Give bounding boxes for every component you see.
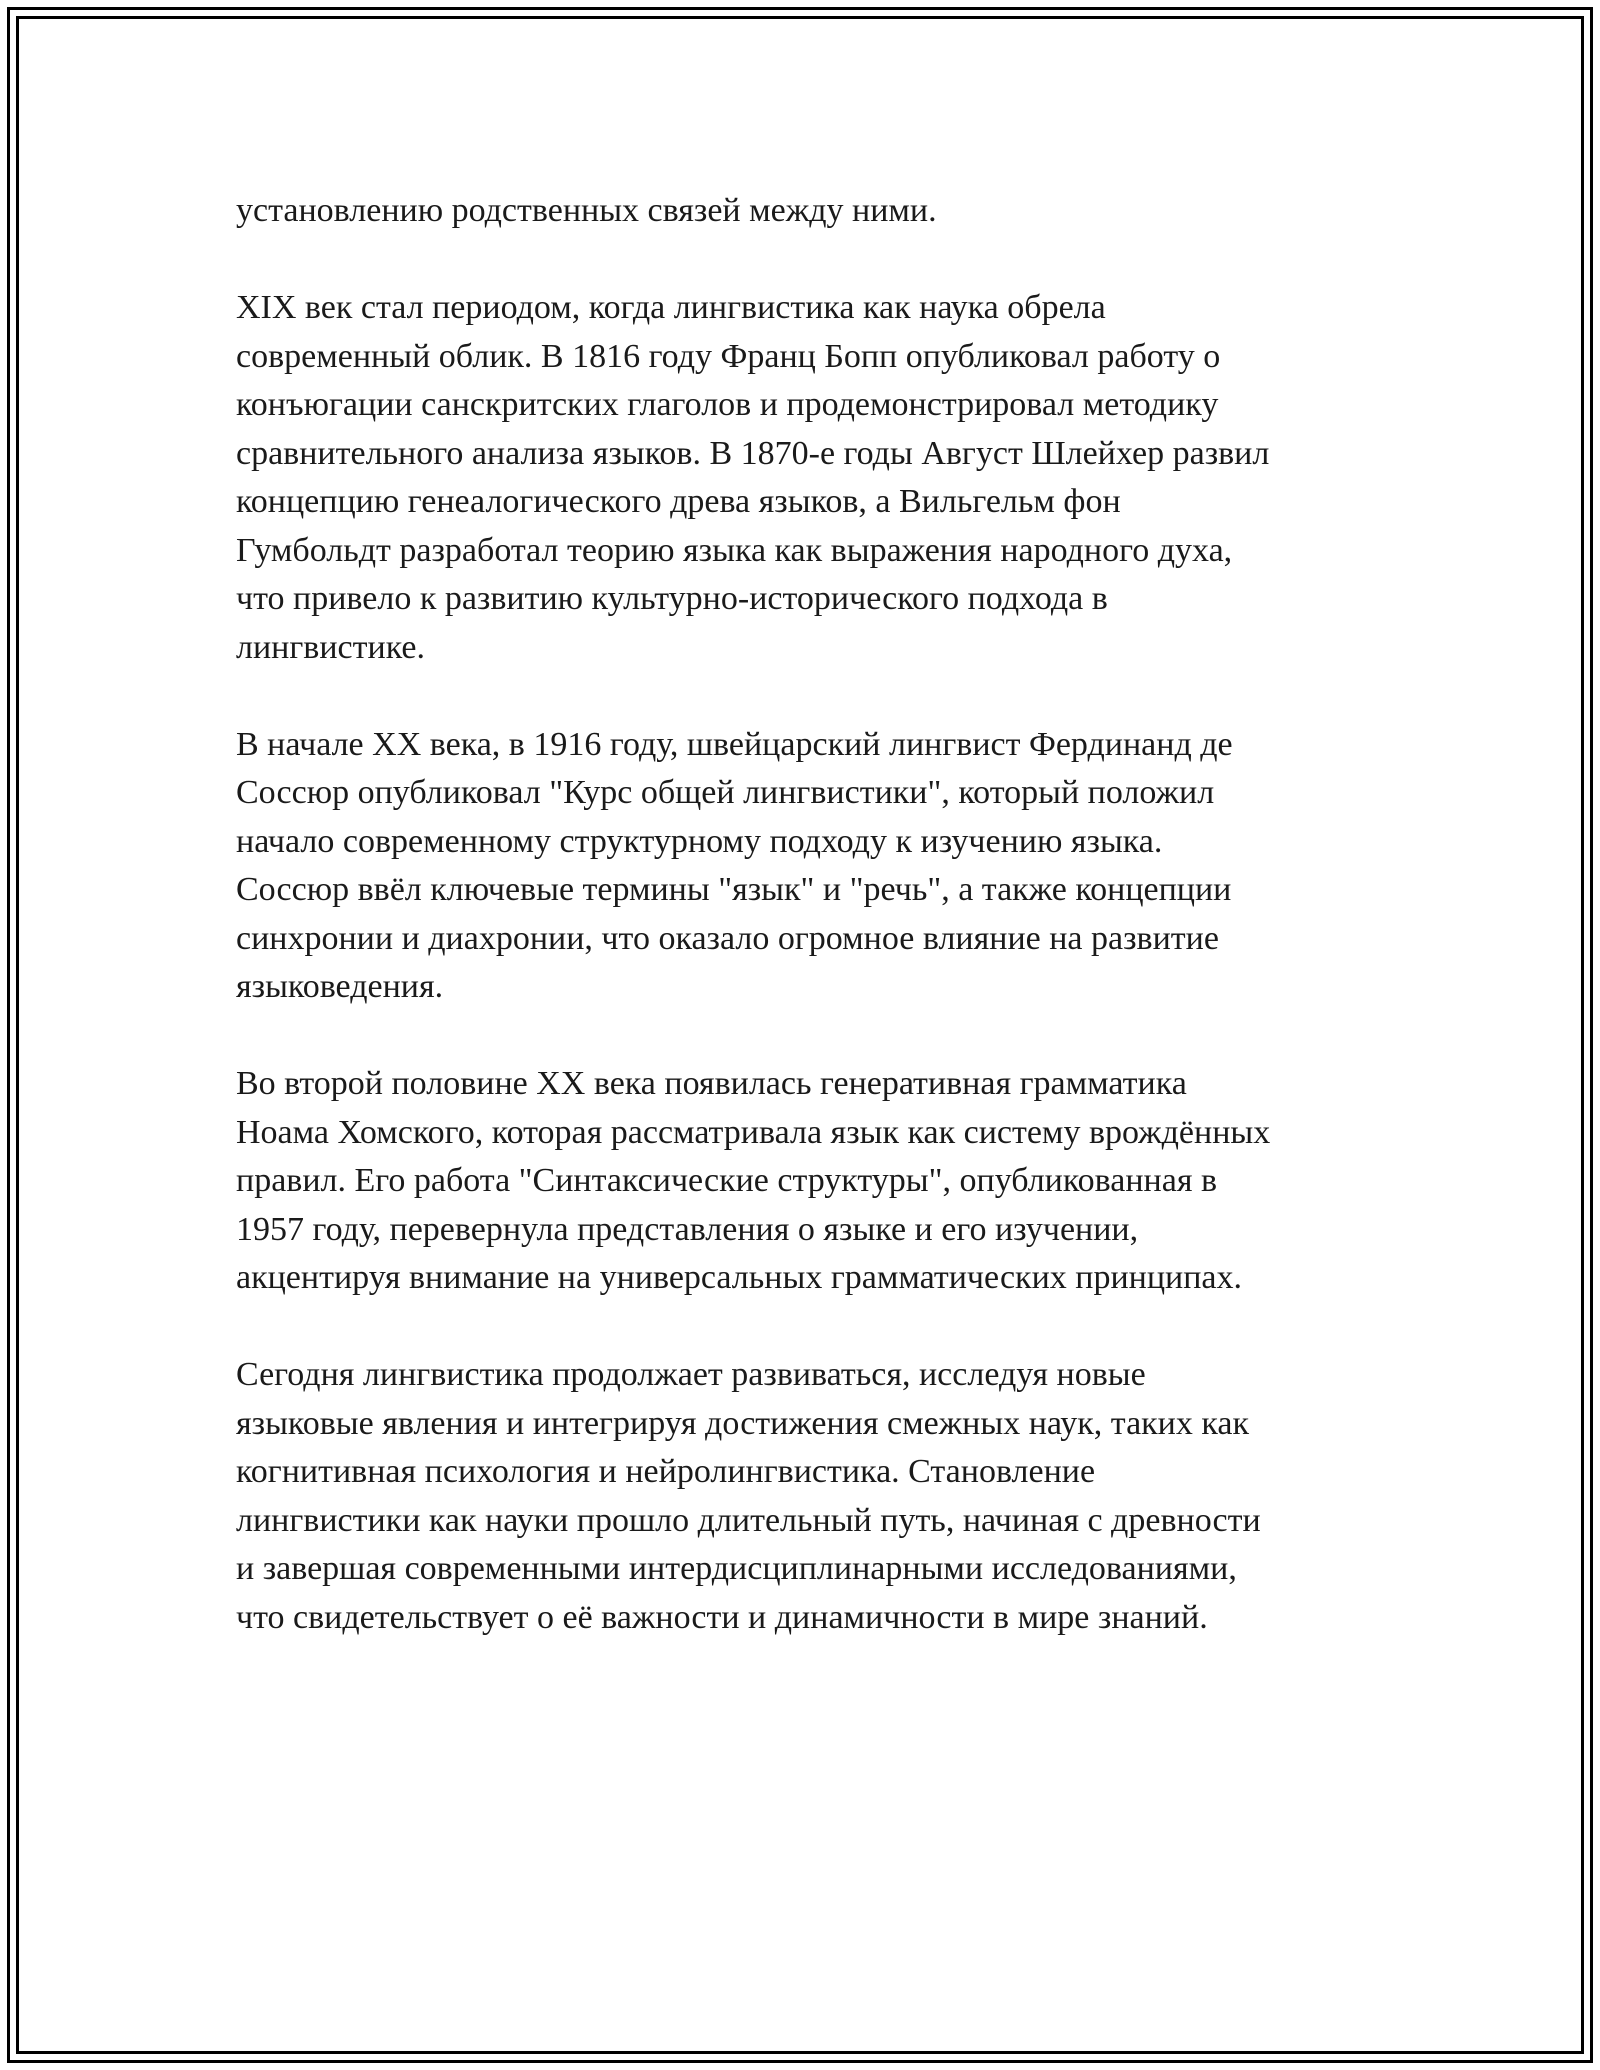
text-line: современный облик. В 1816 году Франц Бопп опубликовал работу о [236,337,1221,375]
text-line: сравнительного анализа языков. В 1870-е годы Август Шлейхер развил [236,434,1270,472]
text-line: конъюгации санскритских глаголов и продемонстрировал методику [236,386,1219,423]
text-line: Ноама Хомского, которая рассматривала язык как систему врождённых [236,1113,1271,1151]
text-line: В начале XX века, в 1916 году, швейцарский лингвист Фердинанд де [236,725,1233,763]
text-line: и завершая современными интердисциплинарными исследованиями, [236,1550,1237,1587]
text-line: что привело к развитию культурно-исторического подхода в [236,580,1108,617]
text-line: начало современному структурному подходу к изучению языка. [236,822,1163,860]
text-line: синхронии и диахронии, что оказало огромное влияние на развитие [236,919,1219,957]
paragraph-3 [236,721,1376,1012]
paragraph-5 [236,1351,1376,1642]
text-line: когнитивная психология и нейролингвистика. Становление [236,1453,1096,1490]
paragraph-1 [236,187,1376,236]
text-line: акцентируя внимание на универсальных грамматических принципах. [236,1259,1243,1296]
text-line: Гумбольдт разработал теорию языка как выражения народного духа, [236,531,1233,569]
text-line: лингвистике. [236,628,425,666]
text-line: правил. Его работа "Синтаксические структуры", опубликованная в [236,1162,1218,1199]
text-line: языковые явления и интегрируя достижения смежных наук, таких как [236,1404,1249,1442]
text-line: Сегодня лингвистика продолжает развиваться, исследуя новые [236,1356,1146,1393]
text-line: Соссюр ввёл ключевые термины "язык" и "речь", а также концепции [236,871,1232,908]
text-line: 1957 году, перевернула представления о языке и его изучении, [236,1210,1139,1248]
text-line: Во второй половине XX века появилась генеративная грамматика [236,1065,1187,1102]
text-line: Соссюр опубликовал "Курс общей лингвистики", который положил [236,774,1215,811]
document-body [236,187,1376,1642]
text-line: XIX век стал периодом, когда лингвистика как наука обрела [236,289,1106,326]
text-line: языковедения. [236,968,444,1005]
text-line: концепцию генеалогического древа языков, а Вильгельм фон [236,483,1121,520]
text-line: лингвистики как науки прошло длительный путь, начиная с древности [236,1501,1261,1539]
paragraph-4 [236,1060,1376,1303]
text-line: установлению родственных связей между ними. [236,192,937,229]
paragraph-2 [236,284,1376,672]
text-line: что свидетельствует о её важности и динамичности в мире знаний. [236,1598,1208,1636]
